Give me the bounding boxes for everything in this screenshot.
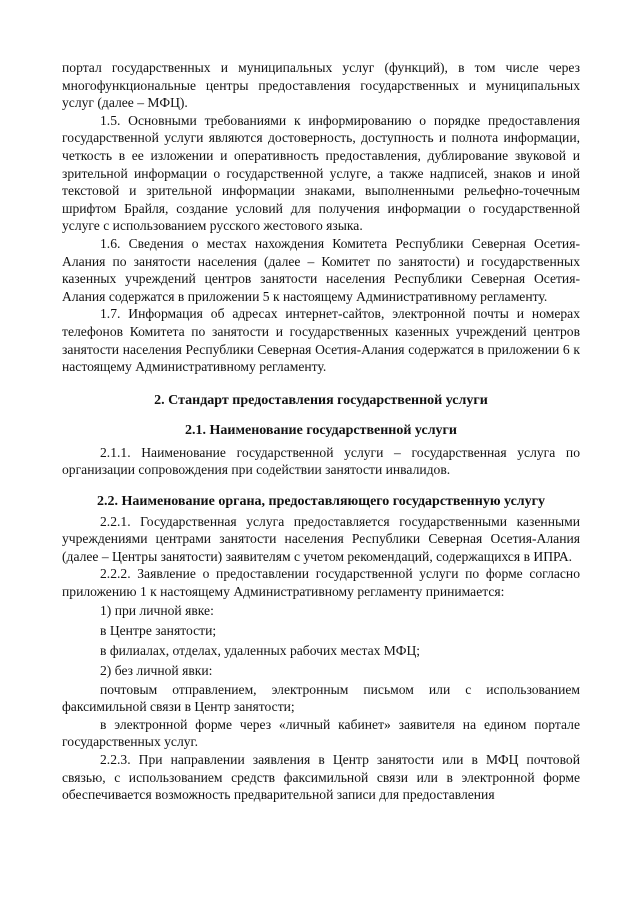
section-heading-2-2: 2.2. Наименование органа, предоставляющего государственную услугу: [96, 494, 546, 510]
list-item: 2) без личной явки:: [100, 662, 213, 678]
document-page: [62, 59, 580, 804]
paragraph-2-2-2: 2.2.2. Заявление о предоставлении государственной услуги по форме согласно приложению 1 к настоящему Административному регламенту принимается:: [62, 566, 580, 600]
paragraph-2-2-3: 2.2.3. При направлении заявления в Центр занятости или в МФЦ почтовой связью, с использованием средств факсимильной связи или в электронной форме обеспечивается возможность предварительной записи для предоставления: [62, 752, 580, 803]
paragraph-mail: почтовым отправлением, электронным письмом или с использованием факсимильной связи в Центр занятости;: [62, 681, 580, 715]
paragraph-1-5: 1.5. Основными требованиями к информированию о порядке предоставления государственной услуги являются достоверность, доступность и полнота информации, четкость в ее изложении и оперативность предоставления, дублирование звуковой и зрительной информации о государственной услуге, а также надписей, знаков и иной текстовой и зрительной информации знаками, выполненными рельефно-точечным шрифтом Брайля, создание условий для получения информации о государственной услуге с использованием русского жестового языка.: [62, 112, 580, 234]
paragraph-epgu: в электронной форме через «личный кабинет» заявителя на едином портале государственных услуг.: [62, 716, 580, 750]
section-heading-2-1: 2.1. Наименование государственной услуги: [185, 423, 457, 439]
paragraph-1-6: 1.6. Сведения о местах нахождения Комитета Республики Северная Осетия-Алания по занятости населения (далее – Комитет по занятости) и государственных казенных учреждений центров занятости населения Республики Северная Осетия-Алания содержатся в приложении 5 к настоящему Административному регламенту.: [62, 235, 580, 304]
list-item: 1) при личной явке:: [100, 602, 214, 618]
paragraph-2-1-1: 2.1.1. Наименование государственной услуги – государственная услуга по организации сопровождения при содействии занятости инвалидов.: [62, 444, 580, 478]
section-heading-2: 2. Стандарт предоставления государственной услуги: [154, 392, 488, 408]
paragraph-continuation: портал государственных и муниципальных услуг (функций), в том числе через многофункциональные центры предоставления государственных и муниципальных услуг (далее – МФЦ).: [62, 60, 580, 111]
list-item: в филиалах, отделах, удаленных рабочих местах МФЦ;: [100, 642, 421, 658]
paragraph-1-7: 1.7. Информация об адресах интернет-сайтов, электронной почты и номерах телефонов Комитета по занятости и государственных казенных учреждений центров занятости населения Республики Северная Осетия-Алания содержатся в приложении 6 к настоящему Административному регламенту.: [62, 306, 580, 375]
list-item: в Центре занятости;: [100, 622, 217, 638]
paragraph-2-2-1: 2.2.1. Государственная услуга предоставляется государственными казенными учреждениями центрами занятости населения Республики Северная Осетия-Алания (далее – Центры занятости) заявителям с учетом рекомендаций, содержащихся в ИПРА.: [62, 513, 580, 564]
